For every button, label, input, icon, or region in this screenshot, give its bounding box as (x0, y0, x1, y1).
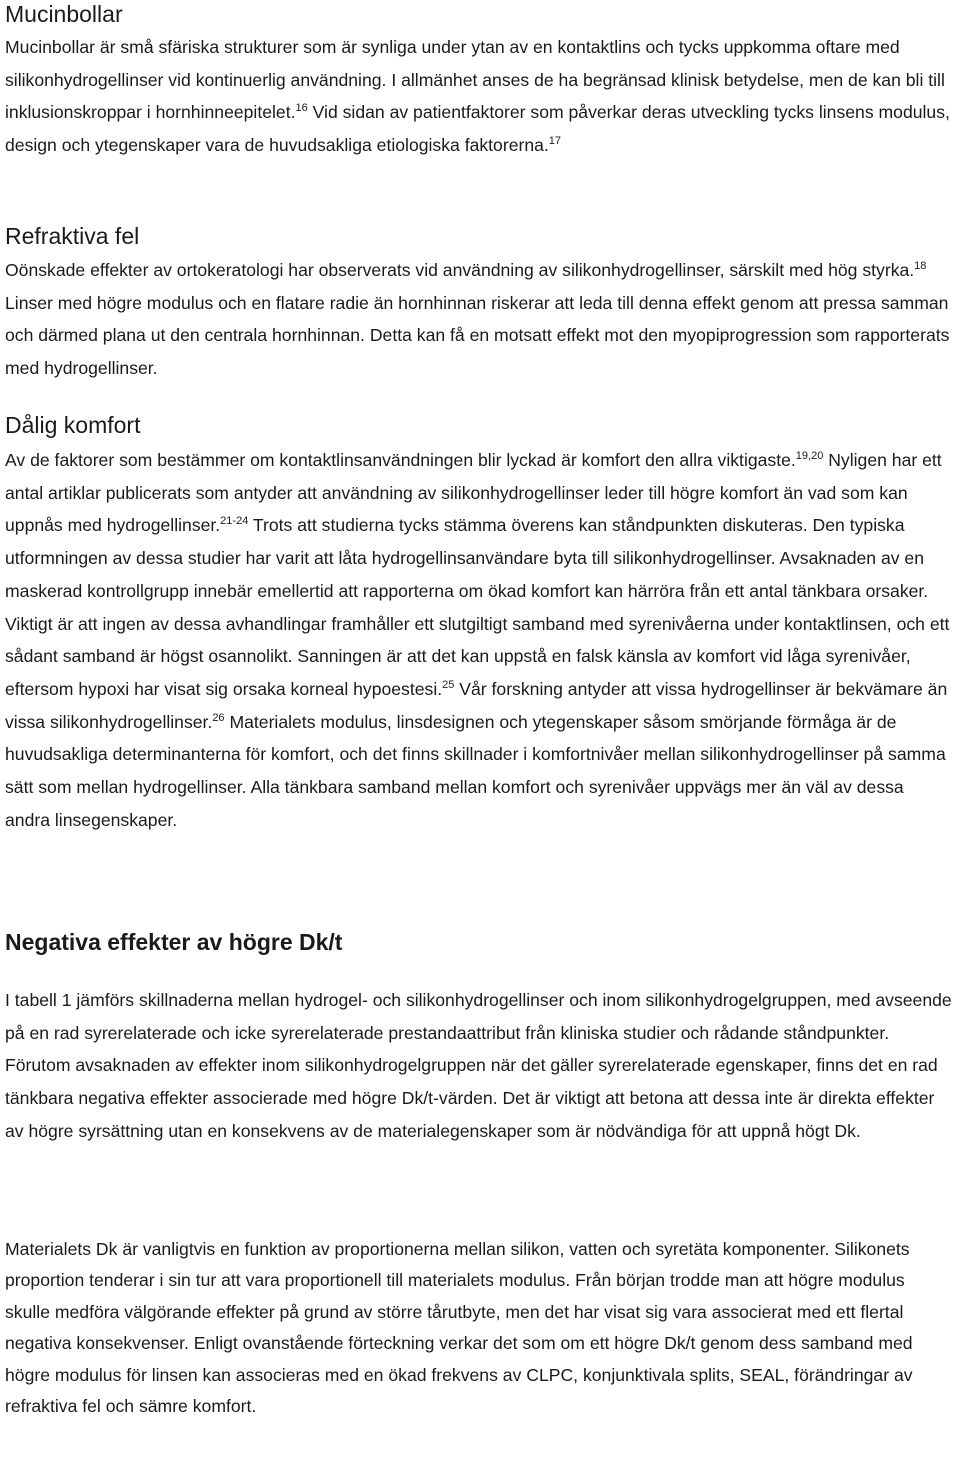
paragraph-negativa-effekter-1: I tabell 1 jämförs skillnaderna mellan hydrogel- och silikonhydrogellinser och inom silikonhydrogelgruppen, med avseende på en rad syrerelaterade och icke syrerelaterade prestandaattribut från kliniska studier och rådande ståndpunkter. Förutom avsaknaden av effekter inom silikonhydrogelgruppen när det gäller syrerelaterade egenskaper, finns det en rad tänkbara negativa effekter associerade med högre Dk/t-värden. Det är viktigt att betona att dessa inte är direkta effekter av högre syrsättning utan en konsekvens av de materialegenskaper som är nödvändiga för att uppnå högt Dk. (5, 990, 952, 1141)
text-run: Trots att studierna tycks stämma överens kan ståndpunkten diskuteras. Den typiska utformningen av dessa studier har varit att låta hydrogellinsanvändare byta till silikonhydrogellinser. Avsaknaden av en maskerad kontrollgrupp innebär emellertid att rapporterna om ökad komfort kan härröra från ett antal tänkbara orsaker. Viktigt är att ingen av dessa avhandlingar framhåller ett slutgiltigt samband med syrenivåerna under kontaktlinsen, och ett sådant samband är högst osannolikt. Sanningen är att det kan uppstå en falsk känsla av komfort vid låga syrenivåer, eftersom hypoxi har visat sig orsaka korneal hypoestesi. (5, 515, 950, 699)
text-run: Nyligen har ett antal artiklar publicerats som antyder att användning av silikonhydrogellinser leder till högre komfort än vad som kan uppnås med hydrogellinser. (5, 450, 942, 536)
citation-ref: 19,20 (795, 450, 824, 462)
text-run: Oönskade effekter av ortokeratologi har observerats vid användning av silikonhydrogellinser, särskilt med hög styrka. (5, 260, 915, 280)
paragraph-mucinbollar (5, 31, 952, 162)
text-run: Mucinbollar är små sfäriska strukturer som är synliga under ytan av en kontaktlins och tycks uppkomma oftare med silikonhydrogellinser vid kontinuerlig användning. I allmänhet anses de ha begränsad klinisk betydelse, men de kan bli till inklusionskroppar i hornhinneepitelet. (5, 37, 945, 123)
text-run: Vid sidan av patientfaktorer som påverkar deras utveckling tycks linsens modulus, design och ytegenskaper vara de huvudsakliga etiologiska faktorerna. (5, 102, 950, 156)
text-run: Linser med högre modulus och en flatare radie än hornhinnan riskerar att leda till denna effekt genom att pressa samman och därmed plana ut den centrala hornhinnan. Detta kan få en motsatt effekt mot den myopiprogression som rapporterats med hydrogellinser. (5, 292, 950, 379)
citation-ref: 18 (914, 260, 927, 272)
paragraph-negativa-effekter-2: Materialets Dk är vanligtvis en funktion av proportionerna mellan silikon, vatten och syretäta komponenter. Silikonets proportion tenderar i sin tur att vara proportionell till materialets modulus. Från början trodde man att högre modulus skulle medföra välgörande effekter på grund av större tårutbyte, men det har visat sig vara associerat med ett flertal negativa konsekvenser. Enligt ovanstående förteckning verkar det som om ett högre Dk/t genom dess samband med högre modulus för linsen kan associeras med en ökad frekvens av CLPC, konjunktivala splits, SEAL, förändringar av refraktiva fel och sämre komfort. (5, 1239, 913, 1417)
heading-mucinbollar: Mucinbollar (5, 1, 123, 27)
paragraph-dalig-komfort (5, 444, 952, 836)
heading-negativa-effekter: Negativa effekter av högre Dk/t (5, 929, 343, 955)
citation-ref: 21-24 (220, 515, 249, 528)
text-run: Materialets modulus, linsdesignen och ytegenskaper såsom smörjande förmåga är de huvudsakliga determinanterna för komfort, och det finns skillnader i komfortnivåer mellan silikonhydrogellinser på samma sätt som mellan hydrogellinser. Alla tänkbara samband mellan komfort och syrenivåer uppvägs mer än väl av dessa andra linsegenskaper. (5, 711, 946, 830)
heading-dalig-komfort: Dålig komfort (5, 412, 141, 438)
paragraph-refraktiva-fel (5, 254, 952, 385)
heading-refraktiva-fel: Refraktiva fel (5, 223, 140, 249)
citation-ref: 26 (212, 711, 225, 724)
text-run: Av de faktorer som bestämmer om kontaktlinsanvändningen blir lyckad är komfort den allra viktigaste. (5, 450, 796, 470)
citation-ref: 25 (442, 678, 455, 691)
text-run: Vår forskning antyder att vissa hydrogellinser är bekvämare än vissa silikonhydrogellinser. (5, 678, 948, 732)
citation-ref: 16 (295, 102, 308, 115)
citation-ref: 17 (548, 135, 562, 148)
